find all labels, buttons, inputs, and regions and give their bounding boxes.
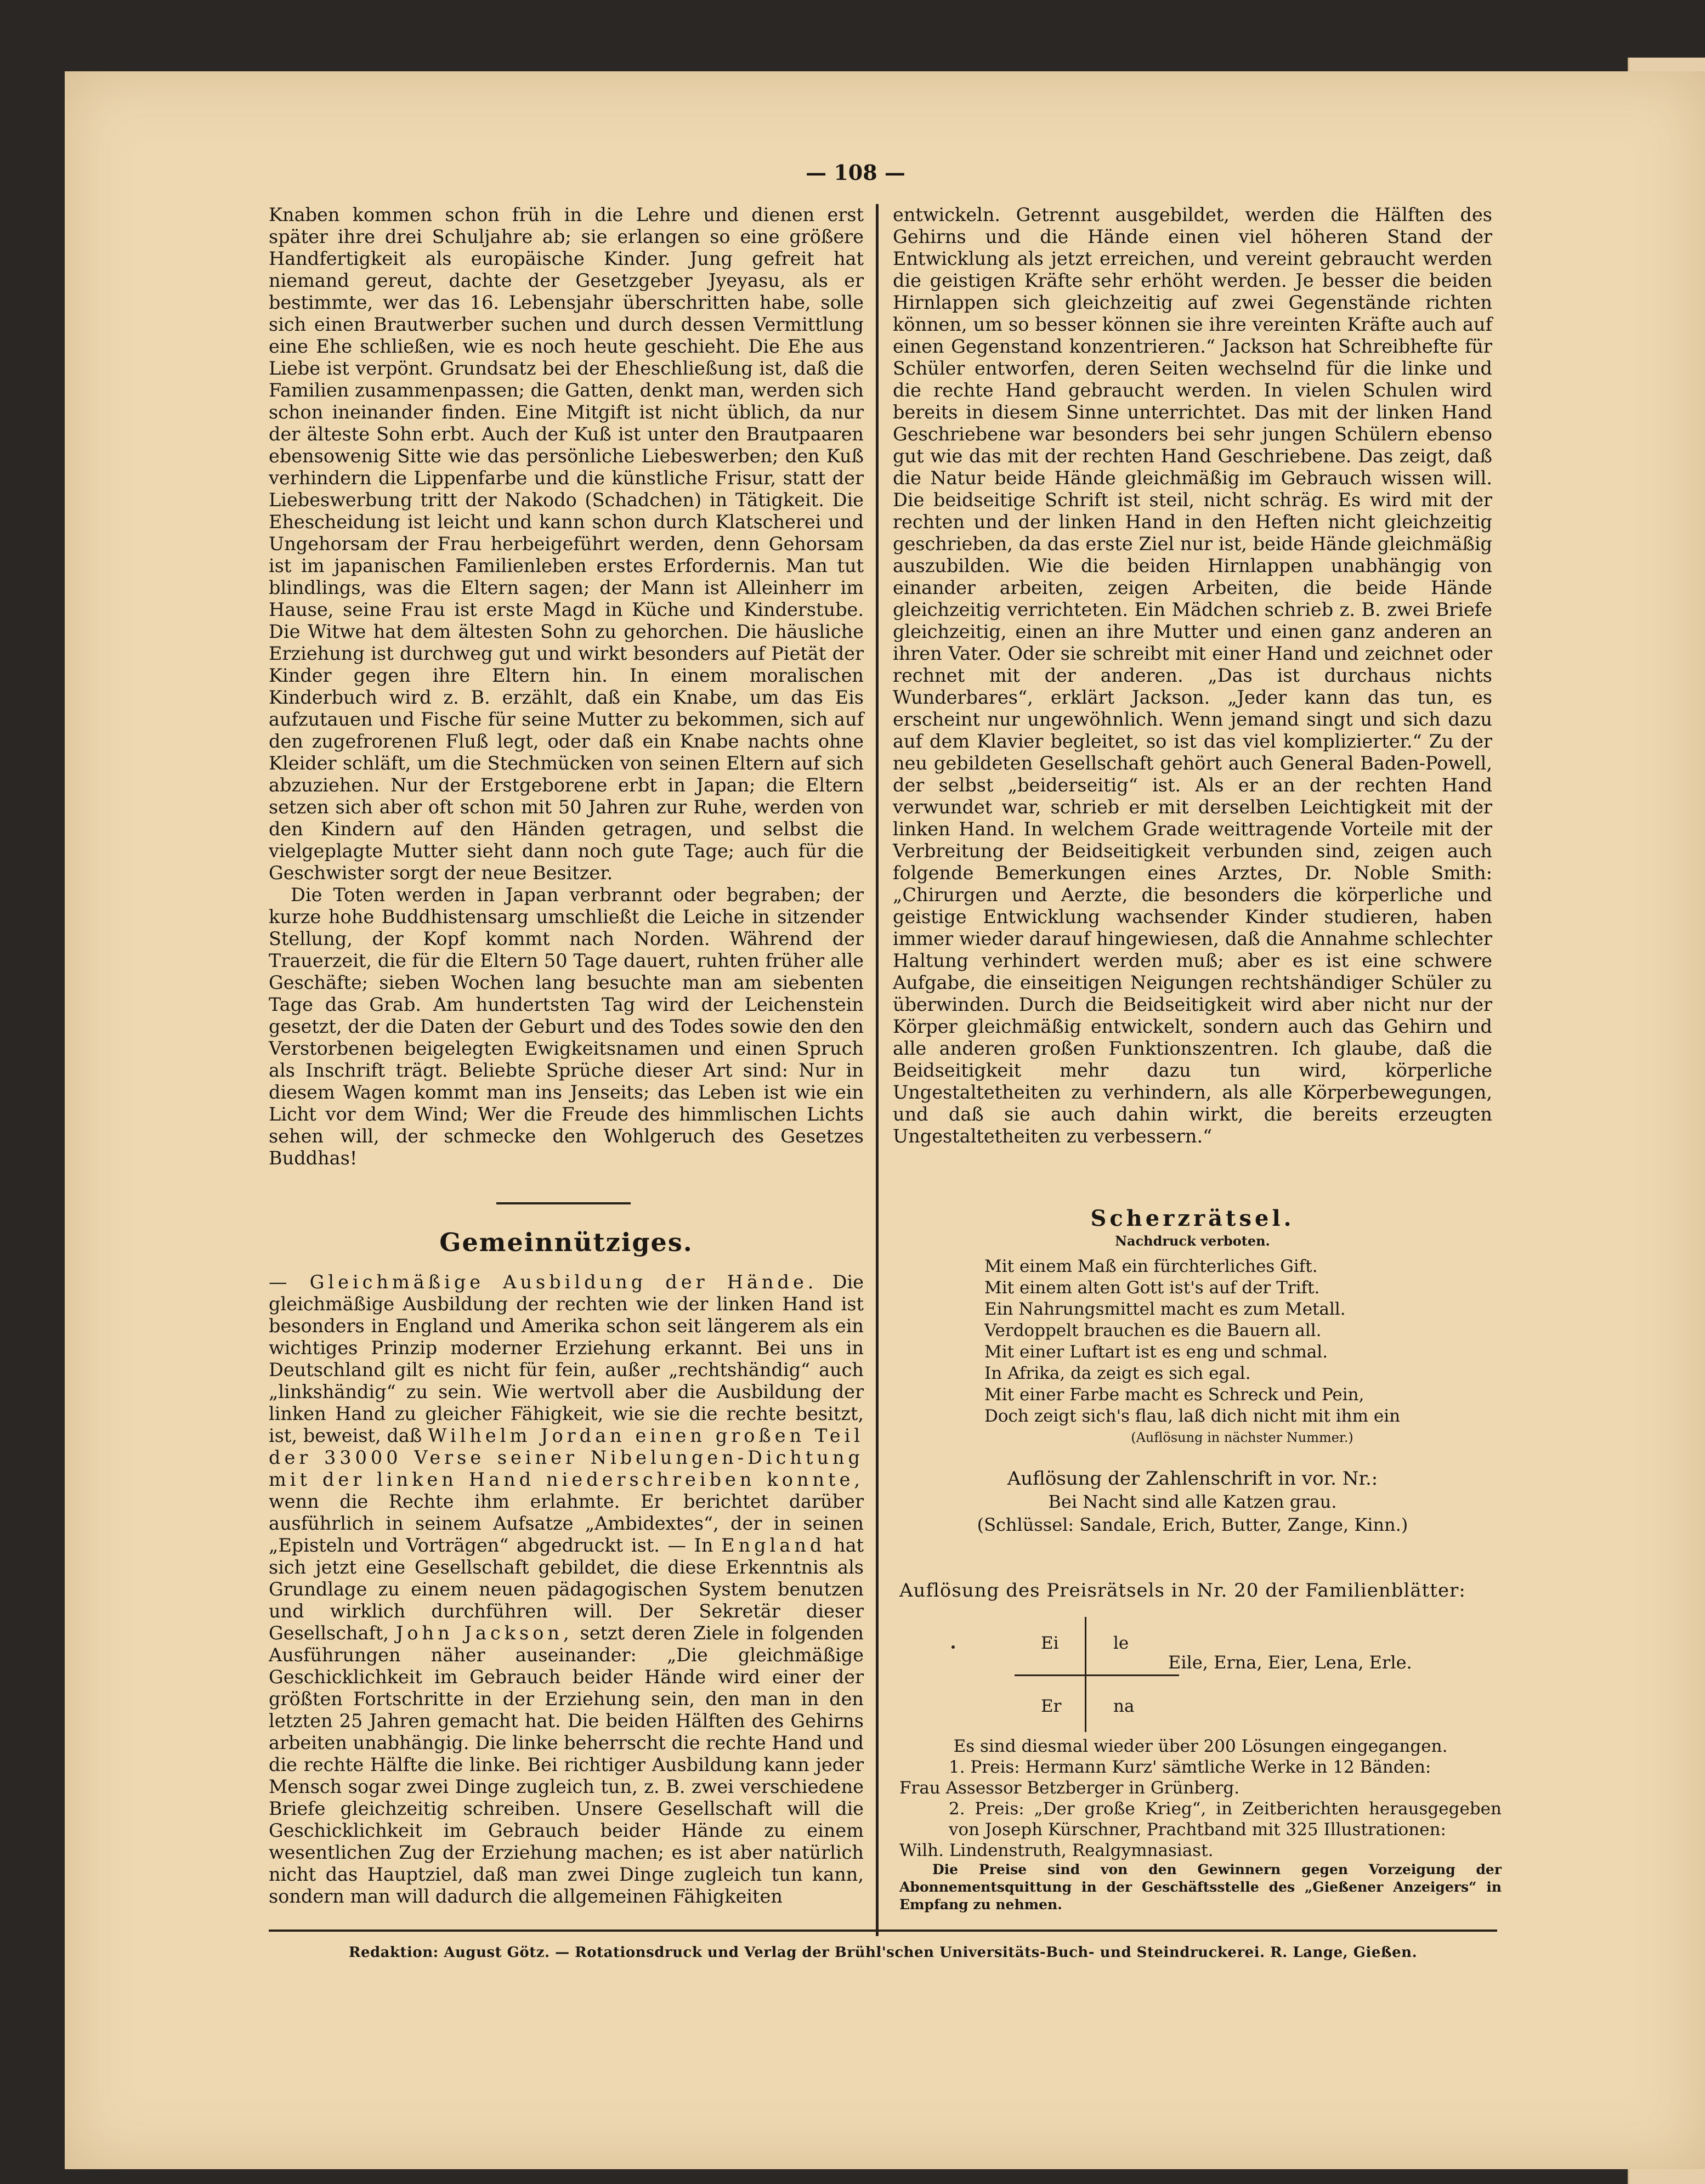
section-heading: Gemeinnütziges. (439, 1227, 693, 1257)
article-lead: — Gleichmäßige Ausbildung der Hände. (269, 1271, 818, 1293)
riddle-line: Verdoppelt brauchen es die Bauern all. (984, 1321, 1322, 1340)
prize-winner: Wilh. Lindenstruth, Realgymnasiast. (899, 1841, 1214, 1860)
page-number: — 108 — (806, 160, 905, 185)
riddle-line: Ein Nahrungsmittel macht es zum Metall. (984, 1299, 1346, 1319)
prize-description: Hermann Kurz' sämtliche Werke in 12 Bänden: (1025, 1757, 1431, 1777)
solution-heading: Auflösung der Zahlenschrift in vor. Nr.: (1007, 1468, 1378, 1490)
imprint-footer: Redaktion: August Götz. — Rotationsdruck und Verlag der Brühl'schen Universitäts-Buch- und Steindruckerei. R. Lange, Gießen. (348, 1944, 1418, 1961)
riddle-line: Mit einer Farbe macht es Schreck und Pein, (984, 1385, 1364, 1405)
article-text: setzt deren Ziele in folgenden Ausführungen näher auseinander: „Die gleichmäßige Geschicklichkeit im Gebrauch beider Hände wird einer der größten Fortschritte in der Erziehung sein, den man in den letzten 25 Jahren gemacht hat. Die beiden Hälften des Gehirns arbeiten unabhängig. Die linke beherrscht die rechte Hand und die rechte Hälfte die linke. Bei richtiger Ausbildung kann jeder Mensch sogar zwei Dinge zugleich tun, z. B. zwei verschiedene Briefe gleichzeitig schreiben. Unsere Gesellschaft will die Geschicklichkeit im Gebrauch beider Hände zu einem wesentlichen Zug der Erziehung machen; es ist aber natürlich nicht das Hauptziel, daß man zwei Dinge zugleich tun kann, sondern man will dadurch die allgemeinen Fähigkeiten (269, 1622, 864, 1907)
grid-cell: le (1113, 1633, 1129, 1653)
bullet-dot (951, 1645, 955, 1649)
prize-fine-print: Die Preise sind von den Gewinnern gegen Vorzeigung der Abonnementsquittung in der Geschäftsstelle des „Gießener Anzeigers“ in Empfang zu nehmen. (899, 1862, 1502, 1913)
riddle-note: (Auflösung in nächster Nummer.) (1131, 1430, 1353, 1445)
spaced-emphasis: Wilhelm Jordan einen großen Teil der 33000 Verse seiner Nibelungen-Dichtung mit der linken Hand niederschreiben konnte, (269, 1425, 864, 1490)
riddle-line: Mit einem Maß ein fürchterliches Gift. (984, 1257, 1318, 1276)
riddle-line: In Afrika, da zeigt es sich egal. (984, 1363, 1251, 1383)
riddle-verse (984, 1256, 1478, 1449)
prize-label: 1. Preis: (949, 1757, 1020, 1777)
riddle-line: Doch zeigt sich's flau, laß dich nicht mit ihm ein (984, 1406, 1401, 1426)
left-column-section (269, 1271, 864, 1908)
solution-key: (Schlüssel: Sandale, Erich, Butter, Zange, Kinn.) (977, 1514, 1408, 1535)
article-paragraph: entwickeln. Getrennt ausgebildet, werden die Hälften des Gehirns und die Hände einen viel höheren Stand der Entwicklung als jetzt erreichen, und vereint gebraucht werden die geistigen Kräfte sehr erhöht werden. Je besser die beiden Hirnlappen sich gleichzeitig auf zwei Gegenstände richten können, um so besser können sie ihre vereinten Kräfte auch auf einen Gegenstand konzentrieren.“ Jackson hat Schreibhefte für Schüler entworfen, deren Seiten wechselnd für die linke und die rechte Hand gebraucht werden. In vielen Schulen wird bereits in diesem Sinne unterrichtet. Das mit der linken Hand Geschriebene war besonders bei sehr jungen Schülern ebenso gut wie das mit der rechten Hand Geschriebene. Das zeigt, daß die Natur beide Hände gleichmäßig im Gebrauch wissen will. Die beidseitige Schrift ist steil, nicht schräg. Es wird mit der rechten und der linken Hand in den Heften nicht gleichzeitig geschrieben, da das erste Ziel nur ist, beide Hände gleichmäßig auszubilden. Wie die beiden Hirnlappen unabhängig von einander arbeiten, zeigen Arbeiten, die beide Hände gleichzeitig verrichteten. Ein Mädchen schrieb z. B. zwei Briefe gleichzeitig, einen an ihre Mutter und einen ganz anderen an ihren Vater. Oder sie schreibt mit einer Hand und zeichnet oder rechnet mit der anderen. „Das ist durchaus nichts Wunderbares“, erklärt Jackson. „Jeder kann das tun, es erscheint nur ungewöhnlich. Wenn jemand singt und sich dazu auf dem Klavier begleitet, so ist das viel komplizierter.“ Zu der neu gebildeten Gesellschaft gehört auch General Baden-Powell, der selbst „beiderseitig“ ist. Als er an der rechten Hand verwundet war, schrieb er mit derselben Leichtigkeit mit der linken Hand. In welchem Grade weittragende Vorteile mit der Verbreitung der Beidseitigkeit verbunden sind, zeigen auch folgende Bemerkungen eines Arztes, Dr. Noble Smith: „Chirurgen und Aerzte, die besonders die körperliche und geistige Entwicklung wachsender Kinder studieren, haben immer wieder darauf hingewiesen, daß die Annahme schlechter Haltung verhindert werden muß; aber es ist eine schwere Aufgabe, die einseitigen Neigungen rechtshändiger Schüler zu überwinden. Durch die Beidseitigkeit wird aber nicht nur der Körper gleichmäßig entwickelt, sondern auch das Gehirn und alle anderen großen Funktionszentren. Ich glaube, daß die Beidseitigkeit mehr dazu tun wird, körperliche Ungestaltetheiten zu verhindern, als alle Körperbewegungen, und daß sie auch dahin wirkt, die bereits erzeugten Ungestaltetheiten zu verbessern.“ (893, 204, 1492, 1147)
cross-grid (1015, 1617, 1179, 1732)
grid-solution-words: Eile, Erna, Eier, Lena, Erle. (1168, 1652, 1412, 1673)
riddle-subtitle: Nachdruck verboten. (1115, 1233, 1270, 1249)
article-text: Die gleichmäßige Ausbildung der rechten wie der linken Hand ist besonders in England und Amerika schon seit längerem als ein wichtiges Prinzip moderner Erziehung erkannt. Bei uns in Deutschland gilt es nicht für fein, außer „rechtshändig“ auch „linkshändig“ zu sein. Wie wertvoll aber die Ausbildung der linken Hand zu gleicher Fähigkeit, wie sie die rechte besitzt, ist, beweist, daß (269, 1271, 864, 1446)
article-paragraph: Knaben kommen schon früh in die Lehre und dienen erst später ihre drei Schuljahre ab; sie erlangen so eine größere Handfertigkeit als europäische Kinder. Jung gefreit hat niemand gereut, dachte der Gesetzgeber Jyeyasu, als er bestimmte, wer das 16. Lebensjahr überschritten habe, solle sich einen Brautwerber suchen und durch dessen Vermittlung eine Ehe schließen, wie es noch heute geschieht. Die Ehe aus Liebe ist verpönt. Grundsatz bei der Eheschließung ist, daß die Familien zusammenpassen; die Gatten, denkt man, werden sich schon ineinander finden. Eine Mitgift ist nicht üblich, da nur der älteste Sohn erbt. Auch der Kuß ist unter den Brautpaaren ebensowenig Sitte wie das persönliche Liebeswerben; den Kuß verhindern die Lippenfarbe und die künstliche Frisur, statt der Liebeswerbung tritt der Nakodo (Schadchen) in Tätigkeit. Die Ehescheidung ist leicht und kann schon durch Klatscherei und Ungehorsam der Frau herbeigeführt werden, denn Gehorsam ist im japanischen Familienleben erstes Erfordernis. Man tut blindlings, was die Eltern sagen; der Mann ist Alleinherr im Hause, seine Frau ist erste Magd in Küche und Kinderstube. Die Witwe hat dem ältesten Sohn zu gehorchen. Die häusliche Erziehung ist durchweg gut und wirkt besonders auf Pietät der Kinder gegen ihre Eltern hin. In einem moralischen Kinderbuch wird z. B. erzählt, daß ein Knabe, um das Eis aufzutauen und Fische für seine Mutter zu bekommen, sich auf den zugefrorenen Fluß legt, oder daß ein Knabe nachts ohne Kleider schläft, um die Stechmücken von seinen Eltern auf sich abzuziehen. Nur der Erstgeborene erbt in Japan; die Eltern setzen sich aber oft schon mit 50 Jahren zur Ruhe, werden von den Kindern auf den Händen getragen, und selbst die vielgeplagte Mutter sieht dann noch gute Tage; auch für die Geschwister sorgt der neue Besitzer. (269, 204, 864, 884)
right-column (893, 204, 1492, 1147)
article-paragraph: Die Toten werden in Japan verbrannt oder begraben; der kurze hohe Buddhistensarg umschließt die Leiche in sitzender Stellung, der Kopf kommt nach Norden. Während der Trauerzeit, die für die Eltern 50 Tage dauert, ruhten früher alle Geschäfte; sieben Wochen lang besuchte man am siebenten Tage das Grab. Am hundertsten Tag wird der Leichenstein gesetzt, der die Daten der Geburt und des Todes sowie den den Verstorbenen beigelegten Ewigkeitsnamen und einen Spruch als Inschrift trägt. Beliebte Sprüche dieser Art sind: Nur in diesem Wagen kommt man ins Jenseits; das Leben ist wie ein Licht vor dem Wind; Wer die Freude des himmlischen Lichts sehen will, der schmecke den Wohlgeruch des Gesetzes Buddhas! (269, 884, 864, 1169)
riddle-title: Scherzrätsel. (1090, 1206, 1295, 1231)
prize-puzzle-heading: Auflösung des Preisrätsels in Nr. 20 der Familienblätter: (899, 1580, 1466, 1602)
solution-answer: Bei Nacht sind alle Katzen grau. (1048, 1491, 1337, 1512)
entries-count: Es sind diesmal wieder über 200 Lösungen eingegangen. (953, 1736, 1448, 1756)
article-text: hat sich jetzt eine Gesellschaft gebildet, die diese Erkenntnis als Grundlage zu einem neuen pädagogischen System benutzen und wirklich durchführen will. Der Sekretär dieser Gesellschaft, (269, 1535, 864, 1644)
prize-announcement (899, 1736, 1502, 1914)
left-column (269, 204, 864, 1169)
prize-label: 2. Preis: (949, 1799, 1024, 1819)
grid-cell: Ei (1041, 1633, 1059, 1653)
prize-description: „Der große Krieg“, in Zeitberichten herausgegeben von Joseph Kürschner, Prachtband mit 325 Illustrationen: (949, 1799, 1502, 1840)
footer-rule (269, 1930, 1497, 1932)
grid-horizontal-line (1015, 1674, 1179, 1676)
grid-cell: Er (1041, 1696, 1062, 1716)
grid-cell: na (1113, 1696, 1135, 1716)
riddle-line: Mit einer Luftart ist es eng und schmal. (984, 1342, 1328, 1362)
number-puzzle-solution (893, 1467, 1492, 1536)
prize-winner: Frau Assessor Betzberger in Grünberg. (899, 1778, 1240, 1798)
spaced-emphasis: John Jackson, (395, 1622, 573, 1644)
article-text: wenn die Rechte ihm erlahmte. Er berichtet darüber ausführlich in seinem Aufsatze „Ambidextes“, der in seinen „Episteln und Vorträgen“ abgedruckt ist. — In (269, 1491, 864, 1556)
spaced-emphasis: England (721, 1535, 826, 1556)
riddle-line: Mit einem alten Gott ist's auf der Trift. (984, 1278, 1320, 1298)
section-divider (496, 1202, 631, 1204)
column-rule (876, 204, 879, 1936)
